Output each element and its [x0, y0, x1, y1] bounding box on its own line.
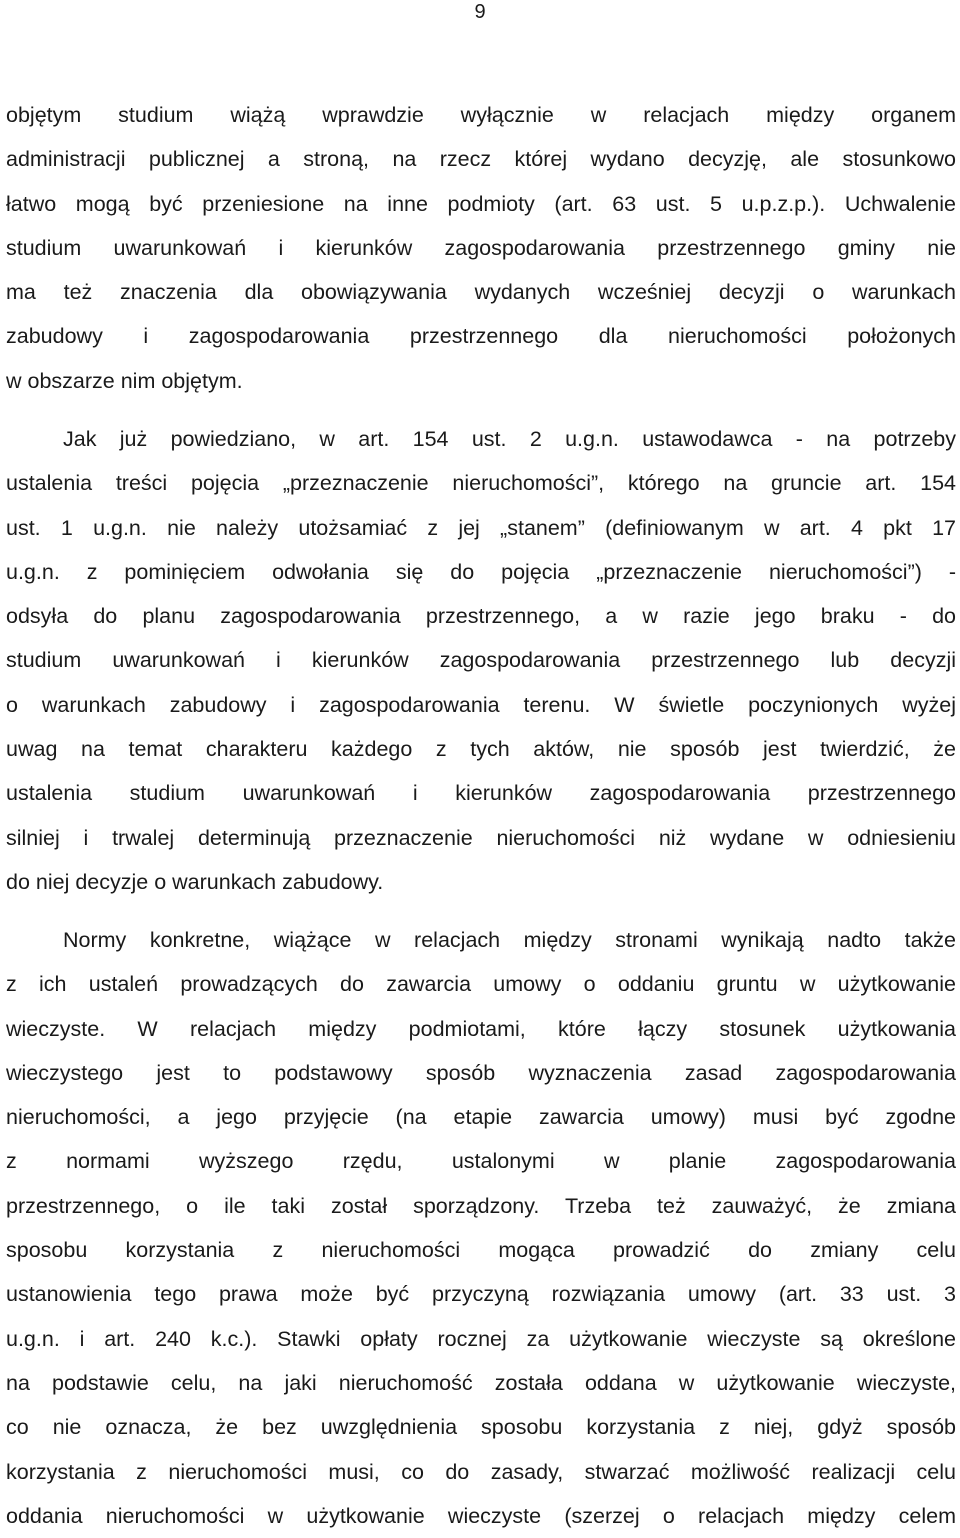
- text-line: uwag na temat charakteru każdego z tych aktów, nie sposób jest twierdzić, że: [6, 737, 956, 762]
- text-line: do niej decyzje o warunkach zabudowy.: [6, 869, 384, 894]
- paragraph-3: [6, 918, 956, 1538]
- text-line: wieczystego jest to podstawowy sposób wyznaczenia zasad zagospodarowania: [6, 1060, 956, 1085]
- text-line: nieruchomości, a jego przyjęcie (na etapie zawarcia umowy) musi być zgodne: [6, 1105, 956, 1130]
- text-line: sposobu korzystania z nieruchomości mogąca prowadzić do zmiany celu: [6, 1238, 956, 1263]
- text-line: co nie oznacza, że bez uwzględnienia sposobu korzystania z niej, gdyż sposób: [6, 1415, 956, 1440]
- text-line: studium uwarunkowań i kierunków zagospodarowania przestrzennego gminy nie: [6, 235, 956, 260]
- text-line: wieczyste. W relacjach między podmiotami, które łączy stosunek użytkowania: [6, 1016, 956, 1041]
- text-line: u.g.n. z pominięciem odwołania się do pojęcia „przeznaczenie nieruchomości”) -: [6, 559, 956, 584]
- text-line: objętym studium wiążą wprawdzie wyłącznie w relacjach między organem: [6, 103, 956, 127]
- text-line: u.g.n. i art. 240 k.c.). Stawki opłaty rocznej za użytkowanie wieczyste są określone: [6, 1326, 956, 1351]
- text-line: studium uwarunkowań i kierunków zagospodarowania przestrzennego lub decyzji: [6, 648, 956, 673]
- text-line: zabudowy i zagospodarowania przestrzennego dla nieruchomości położonych: [6, 324, 956, 349]
- text-line: ustalenia studium uwarunkowań i kierunków zagospodarowania przestrzennego: [6, 781, 956, 806]
- text-line: odsyła do planu zagospodarowania przestrzennego, a w razie jego braku - do: [6, 604, 956, 629]
- text-line: w obszarze nim objętym.: [6, 368, 243, 393]
- text-line: z ich ustaleń prowadzących do zawarcia umowy o oddaniu gruntu w użytkowanie: [6, 972, 956, 997]
- text-line: oddania nieruchomości w użytkowanie wieczyste (szerzej o relacjach między celem: [6, 1503, 956, 1528]
- text-line: ust. 1 u.g.n. nie należy utożsamiać z jej „stanem” (definiowanym w art. 4 pkt 17: [6, 515, 956, 540]
- paragraph-2: [6, 417, 956, 904]
- text-line: administracji publicznej a stroną, na rzecz której wydano decyzję, ale stosunkowo: [6, 147, 956, 172]
- text-line: przestrzennego, o ile taki został sporządzony. Trzeba też zauważyć, że zmiana: [6, 1193, 956, 1218]
- text-line: ustanowienia tego prawa może być przyczyną rozwiązania umowy (art. 33 ust. 3: [6, 1282, 956, 1307]
- page-number: 9: [474, 1, 486, 23]
- paragraph-1: [6, 93, 956, 403]
- text-line: korzystania z nieruchomości musi, co do zasady, stwarzać możliwość realizacji celu: [6, 1459, 956, 1484]
- text-line: ustalenia treści pojęcia „przeznaczenie nieruchomości”, którego na gruncie art. 154: [6, 471, 956, 496]
- text-line: z normami wyższego rzędu, ustalonymi w planie zagospodarowania: [6, 1149, 956, 1174]
- text-line: ma też znaczenia dla obowiązywania wydanych wcześniej decyzji o warunkach: [6, 280, 956, 305]
- text-line: o warunkach zabudowy i zagospodarowania terenu. W świetle poczynionych wyżej: [6, 692, 956, 717]
- text-line: łatwo mogą być przeniesione na inne podmioty (art. 63 ust. 5 u.p.z.p.). Uchwalenie: [6, 191, 956, 216]
- text-line: silniej i trwalej determinują przeznaczenie nieruchomości niż wydane w odniesieniu: [6, 825, 956, 850]
- text-line: Jak już powiedziano, w art. 154 ust. 2 u.g.n. ustawodawca - na potrzeby: [63, 427, 956, 451]
- text-line: Normy konkretne, wiążące w relacjach między stronami wynikają nadto także: [63, 928, 956, 952]
- text-line: na podstawie celu, na jaki nieruchomość została oddana w użytkowanie wieczyste,: [6, 1370, 956, 1395]
